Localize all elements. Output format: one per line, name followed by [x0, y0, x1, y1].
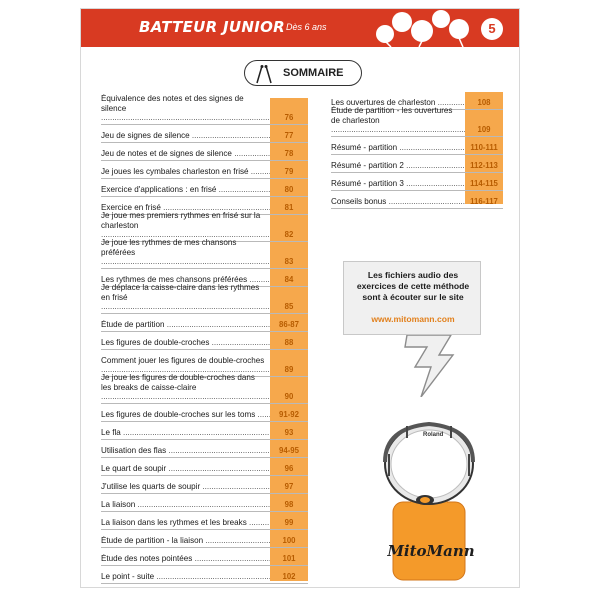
- toc-entry-title: Résumé - partition 3 .....: [331, 179, 465, 188]
- cymbals-icon: [371, 9, 481, 47]
- toc-entry-page: 76: [284, 113, 294, 123]
- toc-entry-page: 110-111: [470, 143, 498, 153]
- toc-entry[interactable]: [101, 458, 308, 476]
- toc-entry-page: 91-92: [279, 410, 299, 420]
- toc-entry[interactable]: [331, 191, 503, 209]
- page-header: [81, 9, 520, 47]
- toc-entry-page: 101: [282, 554, 296, 564]
- toc-entry-page: 77: [284, 131, 294, 141]
- toc-entry-page: 80: [284, 185, 294, 195]
- toc-entry-page: 100: [282, 536, 296, 546]
- toc-entry-title: Étude de partition - les ouvertures de charleston .....: [331, 106, 465, 134]
- toc-entry-title: Le fla .....: [101, 428, 270, 437]
- toc-entry-page: 102: [282, 572, 296, 582]
- toc-entry[interactable]: [101, 143, 308, 161]
- toc-entry[interactable]: [101, 548, 308, 566]
- toc-entry-title: Jeu de notes et de signes de silence .....: [101, 149, 270, 158]
- toc-entry[interactable]: [101, 566, 308, 584]
- age-subtitle: Dès 6 ans: [286, 22, 327, 32]
- toc-entry-page: 114-115: [470, 179, 498, 189]
- toc-entry[interactable]: [331, 106, 503, 137]
- toc-entry[interactable]: [331, 137, 503, 155]
- toc-entry-title: Résumé - partition 2 .....: [331, 161, 465, 170]
- toc-entry-page: 112-113: [470, 161, 498, 171]
- toc-entry-page: 79: [284, 167, 294, 177]
- toc-entry[interactable]: [101, 125, 308, 143]
- toc-entry[interactable]: [101, 530, 308, 548]
- toc-entry-title: Les ouvertures de charleston .....: [331, 98, 465, 107]
- toc-entry-title: Je déplace la caisse-claire dans les rythmes en frisé .....: [101, 283, 270, 311]
- toc-entry-title: Les rythmes de mes chansons préférées .....: [101, 275, 270, 284]
- toc-entry-title: Jeu de signes de silence .....: [101, 131, 270, 140]
- toc-entry-title: Étude de partition .....: [101, 320, 270, 329]
- toc-entry-page: 83: [284, 257, 294, 267]
- toc-entry-page: 88: [284, 338, 294, 348]
- toc-entry-page: 108: [477, 98, 491, 108]
- toc-entry-title: Je joues les cymbales charleston en frisé .....: [101, 167, 270, 176]
- book-page: [80, 8, 520, 588]
- toc-entry[interactable]: [101, 238, 308, 269]
- toc-entry-page: 116-117: [470, 197, 498, 207]
- toc-entry[interactable]: [101, 422, 308, 440]
- sommaire-label: SOMMAIRE: [283, 67, 344, 79]
- toc-entry-title: Conseils bonus .....: [331, 197, 465, 206]
- toc-entry[interactable]: [101, 404, 308, 422]
- toc-entry[interactable]: [101, 440, 308, 458]
- toc-entry-title: Étude de partition - la liaison .....: [101, 536, 270, 545]
- toc-entry-page: 97: [284, 482, 294, 492]
- toc-entry-title: Le quart de soupir .....: [101, 464, 270, 473]
- toc-entry-page: 86-87: [279, 320, 299, 330]
- toc-left-column: [101, 94, 308, 588]
- toc-entry[interactable]: [101, 94, 308, 125]
- toc-entry-page: 89: [284, 365, 294, 375]
- toc-entry-title: Je joue les figures de double-croches dans les breaks de caisse-claire .....: [101, 373, 270, 401]
- toc-entry[interactable]: [101, 512, 308, 530]
- toc-entry-page: 93: [284, 428, 294, 438]
- toc-entry[interactable]: [101, 314, 308, 332]
- book-title: BATTEUR JUNIOR: [139, 18, 286, 36]
- toc-entry-title: Équivalence des notes et des signes de silence .....: [101, 94, 270, 122]
- mitomann-logo: MitoMann: [387, 542, 475, 560]
- toc-entry[interactable]: [331, 173, 503, 191]
- toc-entry-title: Utilisation des flas .....: [101, 446, 270, 455]
- speech-bolt-icon: [399, 335, 459, 397]
- toc-entry-page: 78: [284, 149, 294, 159]
- toc-entry-title: La liaison dans les rythmes et les breaks .....: [101, 518, 270, 527]
- toc-entry-page: 90: [284, 392, 294, 402]
- toc-entry-title: La liaison .....: [101, 500, 270, 509]
- toc-entry[interactable]: [101, 179, 308, 197]
- toc-entry-page: 82: [284, 230, 294, 240]
- toc-entry-title: Je joue les rythmes de mes chansons préférées .....: [101, 238, 270, 266]
- audio-info-text: Les fichiers audio des exercices de cette méthode sont à écouter sur le site: [356, 270, 470, 302]
- toc-entry[interactable]: [101, 332, 308, 350]
- drum-brand: Roland: [423, 432, 444, 438]
- toc-entry-title: Exercice d'applications : en frisé .....: [101, 185, 270, 194]
- toc-entry-title: Exercice en frisé .....: [101, 203, 270, 212]
- toc-entry-page: 84: [284, 275, 294, 285]
- toc-entry[interactable]: [101, 476, 308, 494]
- toc-entry[interactable]: [101, 161, 308, 179]
- toc-entry[interactable]: [101, 494, 308, 512]
- toc-entry[interactable]: [331, 155, 503, 173]
- sommaire-badge: [244, 60, 362, 86]
- toc-entry-page: 99: [284, 518, 294, 528]
- toc-right-column: [331, 92, 503, 209]
- audio-info-box: [343, 261, 481, 335]
- toc-entry-title: J'utilise les quarts de soupir .....: [101, 482, 270, 491]
- website-link[interactable]: www.mitomann.com: [371, 314, 455, 324]
- toc-entry-title: Résumé - partition .....: [331, 143, 465, 152]
- toc-entry[interactable]: [101, 373, 308, 404]
- toc-entry-title: Je joue mes premiers rythmes en frisé sur la charleston .....: [101, 211, 270, 239]
- toc-entry-page: 98: [284, 500, 294, 510]
- toc-entry-title: Le point - suite .....: [101, 572, 270, 581]
- toc-entry-title: Les figures de double-croches sur les toms .....: [101, 410, 270, 419]
- toc-entry-page: 96: [284, 464, 294, 474]
- drum-sticks-icon: [254, 64, 274, 84]
- toc-entry[interactable]: [101, 584, 308, 588]
- toc-entry-page: 81: [284, 203, 294, 213]
- toc-entry-page: 94-95: [279, 446, 299, 456]
- toc-entry-title: Comment jouer les figures de double-croches .....: [101, 356, 270, 375]
- toc-entry-page: 85: [284, 302, 294, 312]
- page-number: 5: [481, 18, 503, 40]
- toc-entry-title: Étude des notes pointées .....: [101, 554, 270, 563]
- toc-entry-title: Les figures de double-croches .....: [101, 338, 270, 347]
- toc-entry-page: 109: [477, 125, 491, 135]
- toc-entry[interactable]: [101, 283, 308, 314]
